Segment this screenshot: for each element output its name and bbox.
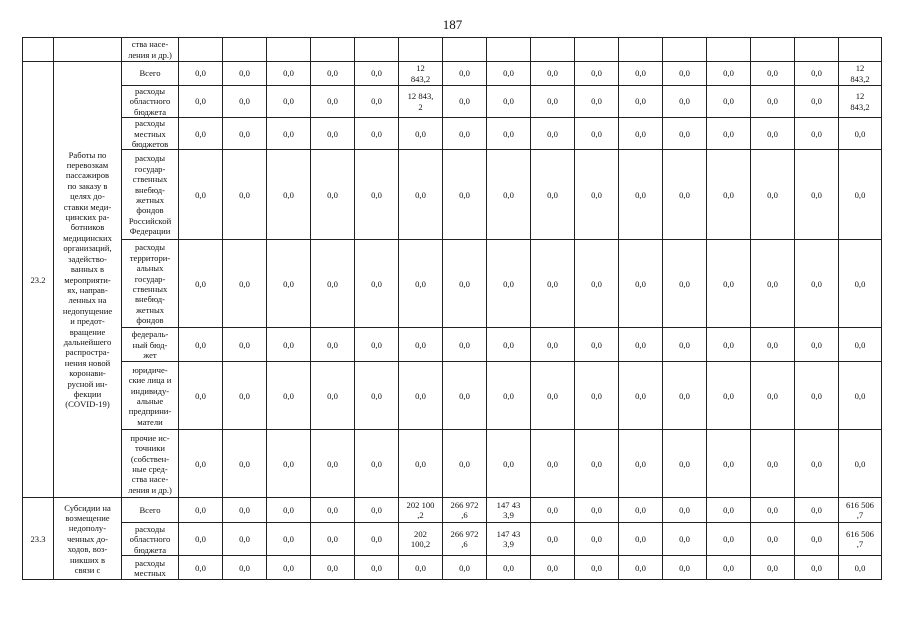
value-cell: 0,0 <box>531 430 575 498</box>
value-cell: 0,0 <box>531 523 575 556</box>
value-cell: 0,0 <box>795 150 839 240</box>
value-cell: 0,0 <box>267 556 311 580</box>
value-cell: 0,0 <box>663 86 707 118</box>
value-cell: 0,0 <box>179 328 223 362</box>
value-cell <box>311 38 355 62</box>
value-cell: 0,0 <box>355 362 399 430</box>
value-cell <box>751 38 795 62</box>
value-cell: 0,0 <box>443 118 487 150</box>
value-cell: 0,0 <box>311 118 355 150</box>
table-row <box>23 430 882 498</box>
value-cell: 0,0 <box>663 362 707 430</box>
value-cell: 0,0 <box>663 150 707 240</box>
value-cell: 0,0 <box>179 118 223 150</box>
value-cell <box>663 38 707 62</box>
value-cell: 0,0 <box>267 430 311 498</box>
value-cell: 616 506 ,7 <box>839 523 882 556</box>
funding-source-cell: Всего <box>122 62 179 86</box>
value-cell: 0,0 <box>179 498 223 523</box>
value-cell: 0,0 <box>223 150 267 240</box>
value-cell: 0,0 <box>575 150 619 240</box>
value-cell: 0,0 <box>751 556 795 580</box>
value-cell: 0,0 <box>267 62 311 86</box>
value-cell: 0,0 <box>267 362 311 430</box>
value-cell: 0,0 <box>663 430 707 498</box>
value-cell: 0,0 <box>179 62 223 86</box>
value-cell: 0,0 <box>311 150 355 240</box>
value-cell: 0,0 <box>839 150 882 240</box>
value-cell: 12 843,2 <box>399 62 443 86</box>
value-cell: 0,0 <box>311 86 355 118</box>
value-cell: 0,0 <box>619 86 663 118</box>
value-cell: 0,0 <box>795 62 839 86</box>
value-cell: 0,0 <box>531 498 575 523</box>
value-cell: 147 43 3,9 <box>487 523 531 556</box>
value-cell: 0,0 <box>399 150 443 240</box>
value-cell: 0,0 <box>839 556 882 580</box>
value-cell: 0,0 <box>399 362 443 430</box>
value-cell: 0,0 <box>663 328 707 362</box>
table-row <box>23 118 882 150</box>
section-number: 23.3 <box>23 498 54 580</box>
value-cell <box>839 38 882 62</box>
value-cell: 0,0 <box>223 328 267 362</box>
value-cell: 0,0 <box>223 430 267 498</box>
value-cell <box>575 38 619 62</box>
value-cell: 0,0 <box>399 556 443 580</box>
value-cell: 0,0 <box>311 328 355 362</box>
funding-source-cell: расходы областного бюджета <box>122 523 179 556</box>
value-cell: 0,0 <box>355 523 399 556</box>
value-cell: 0,0 <box>487 62 531 86</box>
value-cell: 0,0 <box>839 118 882 150</box>
value-cell: 0,0 <box>487 362 531 430</box>
value-cell: 0,0 <box>839 328 882 362</box>
value-cell: 0,0 <box>751 498 795 523</box>
section-number: 23.2 <box>23 62 54 498</box>
value-cell: 0,0 <box>575 328 619 362</box>
value-cell <box>619 38 663 62</box>
value-cell: 0,0 <box>575 430 619 498</box>
value-cell: 0,0 <box>795 328 839 362</box>
value-cell: 0,0 <box>531 86 575 118</box>
value-cell: 0,0 <box>443 240 487 328</box>
value-cell: 0,0 <box>355 328 399 362</box>
value-cell: 0,0 <box>267 118 311 150</box>
value-cell: 147 43 3,9 <box>487 498 531 523</box>
value-cell: 0,0 <box>751 86 795 118</box>
funding-source-cell: расходы государ- ственных внебюд- жетных фондов Российской Федерации <box>122 150 179 240</box>
table-row <box>23 240 882 328</box>
table-row <box>23 498 882 523</box>
value-cell: 0,0 <box>487 328 531 362</box>
value-cell: 0,0 <box>531 362 575 430</box>
table-row <box>23 328 882 362</box>
value-cell: 0,0 <box>707 430 751 498</box>
value-cell: 0,0 <box>355 62 399 86</box>
value-cell: 0,0 <box>443 556 487 580</box>
value-cell: 0,0 <box>179 430 223 498</box>
value-cell: 0,0 <box>575 62 619 86</box>
value-cell: 266 972 ,6 <box>443 498 487 523</box>
value-cell: 0,0 <box>399 240 443 328</box>
value-cell: 0,0 <box>795 86 839 118</box>
value-cell: 0,0 <box>575 86 619 118</box>
value-cell <box>399 38 443 62</box>
section-name: Субсидии на возмещение недополу- ченных до- ходов, воз- никших в связи с <box>54 498 122 580</box>
value-cell <box>267 38 311 62</box>
funding-source-cell: расходы местных бюджетов <box>122 118 179 150</box>
value-cell: 0,0 <box>311 430 355 498</box>
value-cell: 0,0 <box>795 118 839 150</box>
table-row <box>23 86 882 118</box>
value-cell: 0,0 <box>575 118 619 150</box>
value-cell: 616 506 ,7 <box>839 498 882 523</box>
value-cell: 0,0 <box>311 523 355 556</box>
value-cell: 0,0 <box>619 240 663 328</box>
value-cell: 0,0 <box>619 118 663 150</box>
value-cell: 0,0 <box>311 240 355 328</box>
value-cell: 0,0 <box>399 118 443 150</box>
value-cell: 0,0 <box>619 523 663 556</box>
row-number-cell <box>23 38 54 62</box>
value-cell: 0,0 <box>311 556 355 580</box>
value-cell: 0,0 <box>663 240 707 328</box>
value-cell: 0,0 <box>707 62 751 86</box>
value-cell: 0,0 <box>223 118 267 150</box>
value-cell: 0,0 <box>399 328 443 362</box>
value-cell: 0,0 <box>707 150 751 240</box>
funding-source-cell: Всего <box>122 498 179 523</box>
value-cell: 0,0 <box>795 430 839 498</box>
funding-source-cell: ства насе- ления и др.) <box>122 38 179 62</box>
value-cell: 0,0 <box>223 362 267 430</box>
value-cell: 202 100,2 <box>399 523 443 556</box>
value-cell: 0,0 <box>663 498 707 523</box>
value-cell: 0,0 <box>531 150 575 240</box>
value-cell: 0,0 <box>663 62 707 86</box>
funding-source-cell: прочие ис- точники (собствен- ные сред- ства насе- ления и др.) <box>122 430 179 498</box>
value-cell: 0,0 <box>619 556 663 580</box>
value-cell: 0,0 <box>619 328 663 362</box>
value-cell: 0,0 <box>223 240 267 328</box>
value-cell: 0,0 <box>751 240 795 328</box>
value-cell: 0,0 <box>443 86 487 118</box>
value-cell: 0,0 <box>311 62 355 86</box>
value-cell: 0,0 <box>839 240 882 328</box>
value-cell: 0,0 <box>179 150 223 240</box>
value-cell: 0,0 <box>443 430 487 498</box>
value-cell: 0,0 <box>179 86 223 118</box>
value-cell <box>223 38 267 62</box>
value-cell: 0,0 <box>399 430 443 498</box>
table-row <box>23 523 882 556</box>
value-cell <box>487 38 531 62</box>
value-cell: 0,0 <box>707 523 751 556</box>
value-cell: 0,0 <box>707 118 751 150</box>
value-cell: 0,0 <box>751 362 795 430</box>
value-cell: 0,0 <box>795 362 839 430</box>
value-cell: 0,0 <box>443 62 487 86</box>
value-cell: 0,0 <box>223 86 267 118</box>
value-cell: 0,0 <box>751 523 795 556</box>
table-row <box>23 150 882 240</box>
row-name-cell <box>54 38 122 62</box>
value-cell: 0,0 <box>707 556 751 580</box>
value-cell: 0,0 <box>223 498 267 523</box>
value-cell: 0,0 <box>179 240 223 328</box>
value-cell: 0,0 <box>575 523 619 556</box>
value-cell: 0,0 <box>839 362 882 430</box>
value-cell: 0,0 <box>223 62 267 86</box>
value-cell: 0,0 <box>443 362 487 430</box>
value-cell: 0,0 <box>531 328 575 362</box>
budget-table <box>22 37 882 580</box>
funding-source-cell: расходы местных <box>122 556 179 580</box>
value-cell <box>795 38 839 62</box>
value-cell: 0,0 <box>663 556 707 580</box>
table-row <box>23 556 882 580</box>
value-cell: 12 843,2 <box>839 86 882 118</box>
value-cell: 0,0 <box>267 240 311 328</box>
value-cell: 0,0 <box>795 498 839 523</box>
value-cell: 0,0 <box>355 498 399 523</box>
value-cell: 0,0 <box>795 556 839 580</box>
value-cell: 0,0 <box>619 62 663 86</box>
value-cell: 0,0 <box>443 150 487 240</box>
value-cell: 0,0 <box>223 556 267 580</box>
value-cell: 0,0 <box>267 150 311 240</box>
section-name: Работы по перевозкам пассажиров по заказу в целях до- ставки меди- цинских ра- ботников медицинских организаций, задейство- ванных в мероприяти- ях, направ- ленных на недопущение и предот- вращение дальнейшего распростра- нения новой коронави- русной ин- фекции (COVID-19) <box>54 62 122 498</box>
funding-source-cell: расходы территори- альных государ- ственных внебюд- жетных фондов <box>122 240 179 328</box>
value-cell: 0,0 <box>355 118 399 150</box>
value-cell: 0,0 <box>707 86 751 118</box>
value-cell: 0,0 <box>619 430 663 498</box>
value-cell: 0,0 <box>443 328 487 362</box>
value-cell: 0,0 <box>575 240 619 328</box>
value-cell: 0,0 <box>179 523 223 556</box>
value-cell: 0,0 <box>179 556 223 580</box>
value-cell: 0,0 <box>267 498 311 523</box>
value-cell: 0,0 <box>619 150 663 240</box>
value-cell: 0,0 <box>355 86 399 118</box>
value-cell: 0,0 <box>487 118 531 150</box>
value-cell <box>531 38 575 62</box>
value-cell: 266 972 ,6 <box>443 523 487 556</box>
value-cell: 0,0 <box>355 240 399 328</box>
value-cell: 0,0 <box>663 523 707 556</box>
value-cell: 12 843, 2 <box>399 86 443 118</box>
value-cell: 0,0 <box>487 150 531 240</box>
value-cell: 0,0 <box>267 86 311 118</box>
value-cell <box>707 38 751 62</box>
value-cell: 0,0 <box>795 523 839 556</box>
value-cell: 0,0 <box>707 362 751 430</box>
value-cell: 0,0 <box>707 498 751 523</box>
value-cell: 0,0 <box>531 118 575 150</box>
value-cell: 0,0 <box>751 118 795 150</box>
value-cell: 0,0 <box>531 240 575 328</box>
page-number: 187 <box>442 17 463 32</box>
value-cell: 0,0 <box>179 362 223 430</box>
value-cell: 0,0 <box>223 523 267 556</box>
value-cell: 0,0 <box>267 523 311 556</box>
value-cell: 0,0 <box>707 328 751 362</box>
value-cell: 0,0 <box>531 62 575 86</box>
value-cell <box>179 38 223 62</box>
value-cell: 0,0 <box>267 328 311 362</box>
value-cell: 0,0 <box>575 556 619 580</box>
value-cell: 0,0 <box>531 556 575 580</box>
value-cell: 0,0 <box>355 430 399 498</box>
value-cell: 0,0 <box>751 150 795 240</box>
value-cell: 0,0 <box>487 430 531 498</box>
value-cell: 0,0 <box>663 118 707 150</box>
value-cell: 0,0 <box>311 362 355 430</box>
funding-source-cell: юридиче- ские лица и индивиду- альные предприни- матели <box>122 362 179 430</box>
table-row <box>23 38 882 62</box>
value-cell: 0,0 <box>751 328 795 362</box>
funding-source-cell: федераль- ный бюд- жет <box>122 328 179 362</box>
value-cell: 0,0 <box>619 362 663 430</box>
value-cell: 0,0 <box>311 498 355 523</box>
value-cell: 0,0 <box>575 498 619 523</box>
value-cell <box>355 38 399 62</box>
value-cell: 0,0 <box>355 556 399 580</box>
table-row <box>23 362 882 430</box>
value-cell: 0,0 <box>751 430 795 498</box>
value-cell: 0,0 <box>355 150 399 240</box>
value-cell <box>443 38 487 62</box>
value-cell: 0,0 <box>751 62 795 86</box>
value-cell: 0,0 <box>707 240 751 328</box>
value-cell: 0,0 <box>575 362 619 430</box>
funding-source-cell: расходы областного бюджета <box>122 86 179 118</box>
value-cell: 0,0 <box>795 240 839 328</box>
value-cell: 0,0 <box>487 86 531 118</box>
value-cell: 0,0 <box>487 240 531 328</box>
value-cell: 12 843,2 <box>839 62 882 86</box>
value-cell: 202 100 ,2 <box>399 498 443 523</box>
value-cell: 0,0 <box>839 430 882 498</box>
value-cell: 0,0 <box>619 498 663 523</box>
table-row <box>23 62 882 86</box>
value-cell: 0,0 <box>487 556 531 580</box>
